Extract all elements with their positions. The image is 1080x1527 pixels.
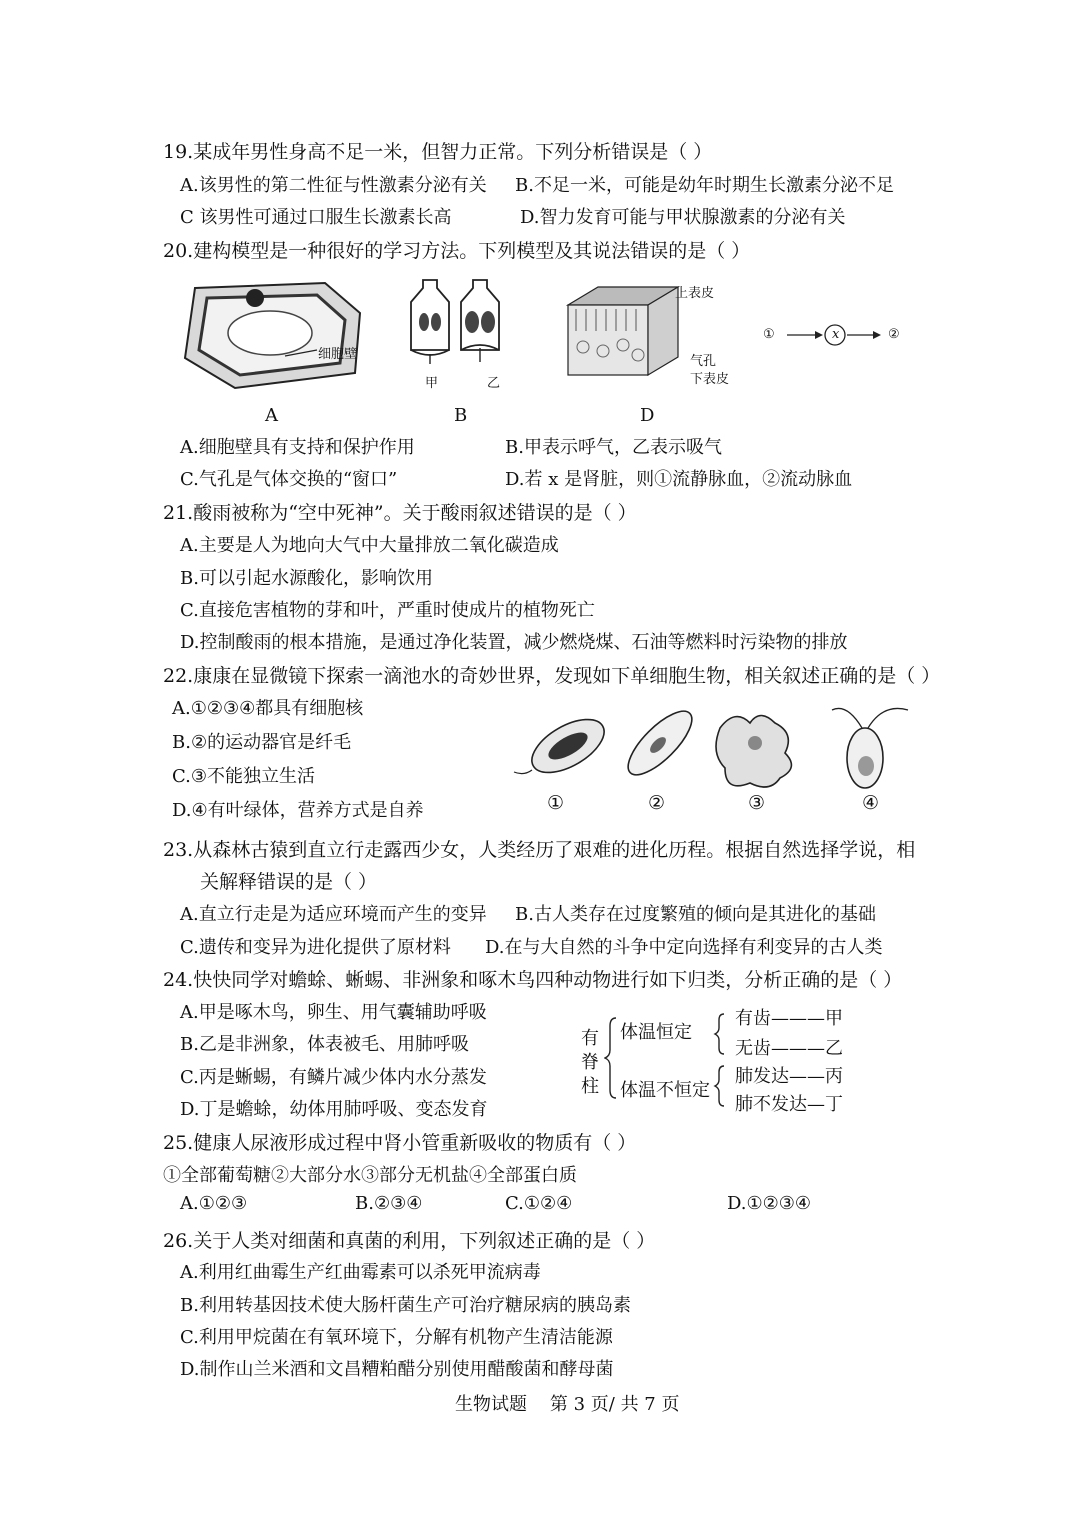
organism-2-label: ② xyxy=(648,792,666,814)
tree-root-char-3: 柱 xyxy=(581,1076,599,1097)
q26-stem: 26.关于人类对细菌和真菌的利用，下列叙述正确的是（ ） xyxy=(163,1230,656,1252)
q22-stem: 22.康康在显微镜下探索一滴池水的奇妙世界，发现如下单细胞生物，相关叙述正确的是（ ） xyxy=(163,665,941,687)
figure-d-label: D xyxy=(640,405,655,426)
q26-option-d: D.制作山兰米酒和文昌糟粕醋分别使用醋酸菌和酵母菌 xyxy=(180,1359,614,1380)
q25-items: ①全部葡萄糖②大部分水③部分无机盐④全部蛋白质 xyxy=(163,1165,577,1186)
q23-option-a: A.直立行走是为适应环境而产生的变异 xyxy=(180,904,487,925)
q21-option-c: C.直接危害植物的芽和叶，严重时使成片的植物死亡 xyxy=(180,600,595,621)
q22-option-a: A.①②③④都具有细胞核 xyxy=(172,698,364,719)
organism-4-label: ④ xyxy=(862,792,880,814)
q20-option-a: A.细胞壁具有支持和保护作用 xyxy=(180,437,415,458)
tree-root-char-2: 脊 xyxy=(581,1052,599,1073)
q19-option-a: A.该男性的第二性征与性激素分泌有关 xyxy=(180,175,487,196)
q23-stem-line2: 关解释错误的是（ ） xyxy=(200,871,378,893)
upper-epidermis-label: 上表皮 xyxy=(675,286,715,301)
plant-cell-figure xyxy=(175,278,375,398)
figure-b-label: B xyxy=(454,405,468,426)
yi-label: 乙 xyxy=(487,376,501,391)
q24-stem: 24.快快同学对蟾蜍、蜥蜴、非洲象和啄木鸟四种动物进行如下归类，分析正确的是（ ） xyxy=(163,969,903,991)
page-footer: 生物试题 第 3 页/ 共 7 页 xyxy=(455,1394,680,1415)
q19-option-c: C 该男性可通过口服生长激素长高 xyxy=(180,207,452,228)
q20-option-b: B.甲表示呼气，乙表示吸气 xyxy=(505,437,722,458)
figure-a-label: A xyxy=(265,405,278,426)
q20-stem: 20.建构模型是一种很好的学习方法。下列模型及其说法错误的是（ ） xyxy=(163,240,751,262)
lower-epidermis-label: 下表皮 xyxy=(690,372,730,387)
q24-option-b: B.乙是非洲象，体表被毛、用肺呼吸 xyxy=(180,1034,469,1055)
q20-option-c: C.气孔是气体交换的“窗口” xyxy=(180,469,398,490)
q26-option-b: B.利用转基因技术使大肠杆菌生产可治疗糖尿病的胰岛素 xyxy=(180,1295,631,1316)
stoma-label: 气孔 xyxy=(690,354,717,369)
q23-option-d: D.在与大自然的斗争中定向选择有利变异的古人类 xyxy=(485,937,883,958)
tree-lung-undeveloped: 肺不发达—丁 xyxy=(735,1094,843,1115)
q23-stem-line1: 23.从森林古猿到直立行走露西少女，人类经历了艰难的进化历程。根据自然选择学说，相 xyxy=(163,839,916,861)
q21-option-b: B.可以引起水源酸化，影响饮用 xyxy=(180,568,433,589)
q19-stem: 19.某成年男性身高不足一米，但智力正常。下列分析错误是（ ） xyxy=(163,141,713,163)
q25-stem: 25.健康人尿液形成过程中肾小管重新吸收的物质有（ ） xyxy=(163,1132,637,1154)
q22-option-c: C.③不能独立生活 xyxy=(172,766,315,787)
q24-option-c: C.丙是蜥蜴，有鳞片减少体内水分蒸发 xyxy=(180,1067,487,1088)
q24-option-d: D.丁是蟾蜍，幼体用肺呼吸、变态发育 xyxy=(180,1099,488,1120)
q20-option-d: D.若 x 是肾脏，则①流静脉血，②流动脉血 xyxy=(505,469,853,490)
organism-3-label: ③ xyxy=(748,792,766,814)
amoeba-drawing xyxy=(716,716,791,788)
tree-variable-temp: 体温不恒定 xyxy=(620,1080,710,1101)
leaf-section-figure xyxy=(558,285,683,385)
q19-option-d: D.智力发育可能与甲状腺激素的分泌有关 xyxy=(520,207,846,228)
organism-1-label: ① xyxy=(547,792,565,814)
q21-option-d: D.控制酸雨的根本措施，是通过净化装置，减少燃烧煤、石油等燃料时污染物的排放 xyxy=(180,632,848,653)
tree-teeth: 有齿———甲 xyxy=(735,1008,843,1029)
q23-option-c: C.遗传和变异为进化提供了原材料 xyxy=(180,937,451,958)
q22-option-d: D.④有叶绿体，营养方式是自养 xyxy=(172,800,424,821)
cell-wall-label: 细胞壁 xyxy=(318,347,358,362)
q25-option-d: D.①②③④ xyxy=(727,1193,812,1214)
tree-no-teeth: 无齿———乙 xyxy=(735,1038,843,1059)
node-x-label: x xyxy=(832,327,840,342)
paramecium-drawing xyxy=(619,702,701,784)
microorganisms-figure xyxy=(510,698,910,793)
q24-option-a: A.甲是啄木鸟，卵生、用气囊辅助呼吸 xyxy=(180,1002,487,1023)
q19-option-b: B.不足一米，可能是幼年时期生长激素分泌不足 xyxy=(515,175,894,196)
tree-root-char-1: 有 xyxy=(581,1028,599,1049)
q22-option-b: B.②的运动器官是纤毛 xyxy=(172,732,352,753)
q21-stem: 21.酸雨被称为“空中死神”。关于酸雨叙述错误的是（ ） xyxy=(163,502,637,524)
q23-option-b: B.古人类存在过度繁殖的倾向是其进化的基础 xyxy=(515,904,876,925)
tree-lung-developed: 肺发达——丙 xyxy=(735,1066,843,1087)
euglena-drawing xyxy=(832,708,908,788)
bacterium-drawing xyxy=(514,709,613,784)
q25-option-c: C.①②④ xyxy=(505,1193,573,1214)
node-1-label: ① xyxy=(763,327,775,342)
q26-option-a: A.利用红曲霉生产红曲霉素可以杀死甲流病毒 xyxy=(180,1262,541,1283)
jia-label: 甲 xyxy=(425,376,439,391)
q21-option-a: A.主要是人为地向大气中大量排放二氧化碳造成 xyxy=(180,535,559,556)
q26-option-c: C.利用甲烷菌在有氧环境下，分解有机物产生清洁能源 xyxy=(180,1327,613,1348)
q25-option-a: A.①②③ xyxy=(180,1193,248,1214)
q25-option-b: B.②③④ xyxy=(355,1193,423,1214)
tree-constant-temp: 体温恒定 xyxy=(620,1022,692,1043)
node-2-label: ② xyxy=(888,327,900,342)
